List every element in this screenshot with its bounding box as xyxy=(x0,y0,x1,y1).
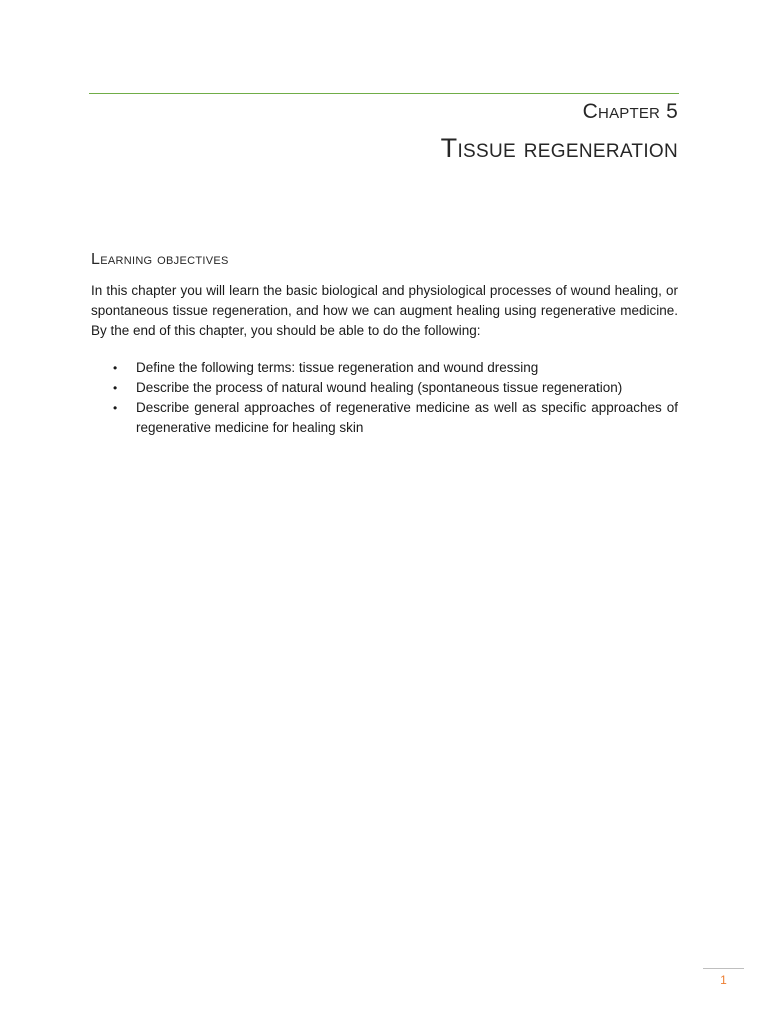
header-divider xyxy=(89,93,679,94)
intro-paragraph: In this chapter you will learn the basic biological and physiological processes of wound healing, or spontaneous tissue regeneration, and how we can augment healing using regenerative medicine. By the end of this chapter, you should be able to do the following: xyxy=(91,283,678,338)
bullet-icon: • xyxy=(113,361,118,375)
objective-text: Define the following terms: tissue regeneration and wound dressing xyxy=(136,360,539,375)
objective-text: Describe general approaches of regenerative medicine as well as specific approaches of regenerative medicine for healing skin xyxy=(136,400,678,435)
list-item xyxy=(91,378,678,398)
list-item xyxy=(91,398,678,438)
objective-text: Describe the process of natural wound healing (spontaneous tissue regeneration) xyxy=(136,380,623,395)
bullet-icon: • xyxy=(113,381,118,395)
page-number: 1 xyxy=(720,973,727,987)
footer-divider xyxy=(703,968,744,969)
chapter-label: Chapter 5 xyxy=(582,100,678,123)
list-item xyxy=(91,358,678,378)
objectives-list xyxy=(91,358,678,438)
bullet-icon: • xyxy=(113,401,118,415)
chapter-title: Tissue regeneration xyxy=(440,133,678,163)
section-heading: Learning objectives xyxy=(91,251,229,268)
